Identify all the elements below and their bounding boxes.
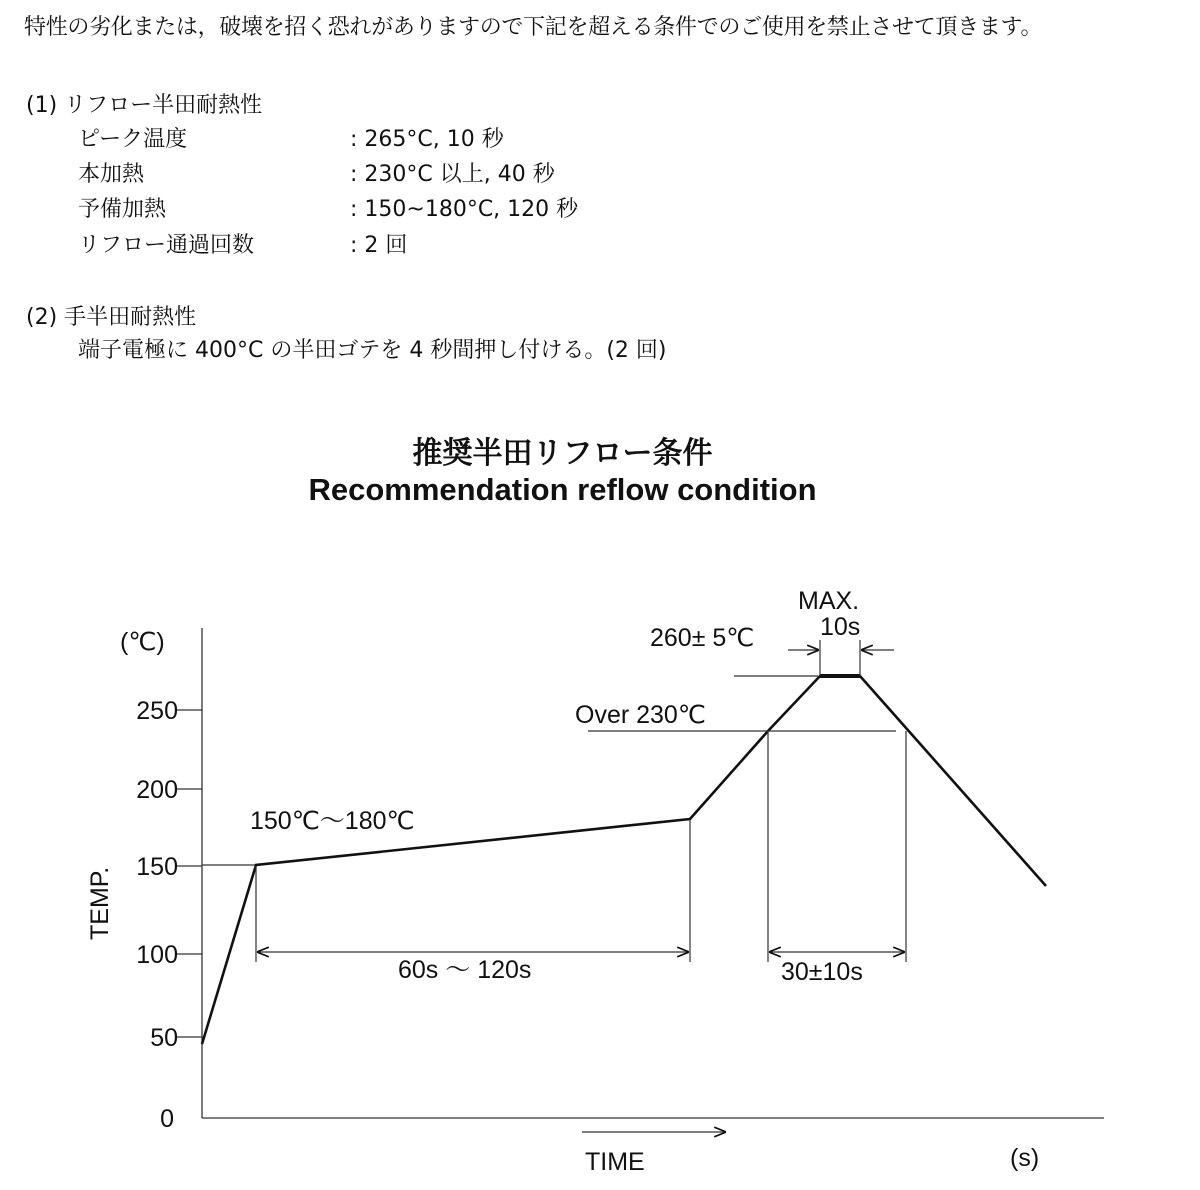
y-axis-title: TEMP. bbox=[86, 866, 114, 940]
y-tick-label: 250 bbox=[136, 697, 178, 725]
over-temp-label: Over 230℃ bbox=[575, 701, 706, 729]
chart-subtitle: Recommendation reflow condition bbox=[308, 472, 817, 507]
reflow-heading: (1) リフロー半田耐熱性 bbox=[26, 93, 263, 118]
x-axis-title: TIME bbox=[585, 1148, 645, 1176]
spec-value: : 230°C 以上, 40 秒 bbox=[350, 162, 555, 187]
preheat-range-label: 150℃～180℃ bbox=[250, 807, 415, 835]
y-tick-label: 50 bbox=[150, 1024, 178, 1052]
chart-title: 推奨半田リフロー条件 bbox=[412, 436, 713, 471]
peak-temp-label: 260± 5℃ bbox=[650, 624, 755, 652]
spec-label: 本加熱 bbox=[78, 162, 145, 187]
max-label: MAX. bbox=[798, 587, 860, 615]
spec-label: リフロー通過回数 bbox=[78, 233, 255, 258]
preheat-time-label: 60s ～ 120s bbox=[398, 956, 532, 984]
spec-label: ピーク温度 bbox=[78, 127, 188, 152]
x-unit-label: (s) bbox=[1010, 1144, 1040, 1172]
spec-value: : 2 回 bbox=[350, 233, 408, 258]
y-ticks bbox=[136, 697, 202, 1133]
y-tick-label: 200 bbox=[136, 776, 178, 804]
spec-value: : 265°C, 10 秒 bbox=[350, 127, 504, 152]
spec-value: : 150~180°C, 120 秒 bbox=[350, 197, 579, 222]
max-time-label: 10s bbox=[820, 613, 861, 641]
y-tick-label: 100 bbox=[136, 941, 178, 969]
hand-heading: (2) 手半田耐熱性 bbox=[26, 305, 197, 330]
y-unit-label: (℃) bbox=[120, 628, 165, 656]
y-tick-label: 0 bbox=[160, 1105, 174, 1133]
spec-label: 予備加熱 bbox=[78, 197, 167, 222]
y-tick-label: 150 bbox=[136, 853, 178, 881]
intro-text: 特性の劣化または，破壊を招く恐れがありますので下記を超える条件でのご使用を禁止させて頂きます。 bbox=[24, 15, 1043, 40]
hand-description: 端子電極に 400°C の半田ゴテを 4 秒間押し付ける。(2 回) bbox=[78, 338, 667, 363]
over-time-label: 30±10s bbox=[781, 958, 863, 986]
